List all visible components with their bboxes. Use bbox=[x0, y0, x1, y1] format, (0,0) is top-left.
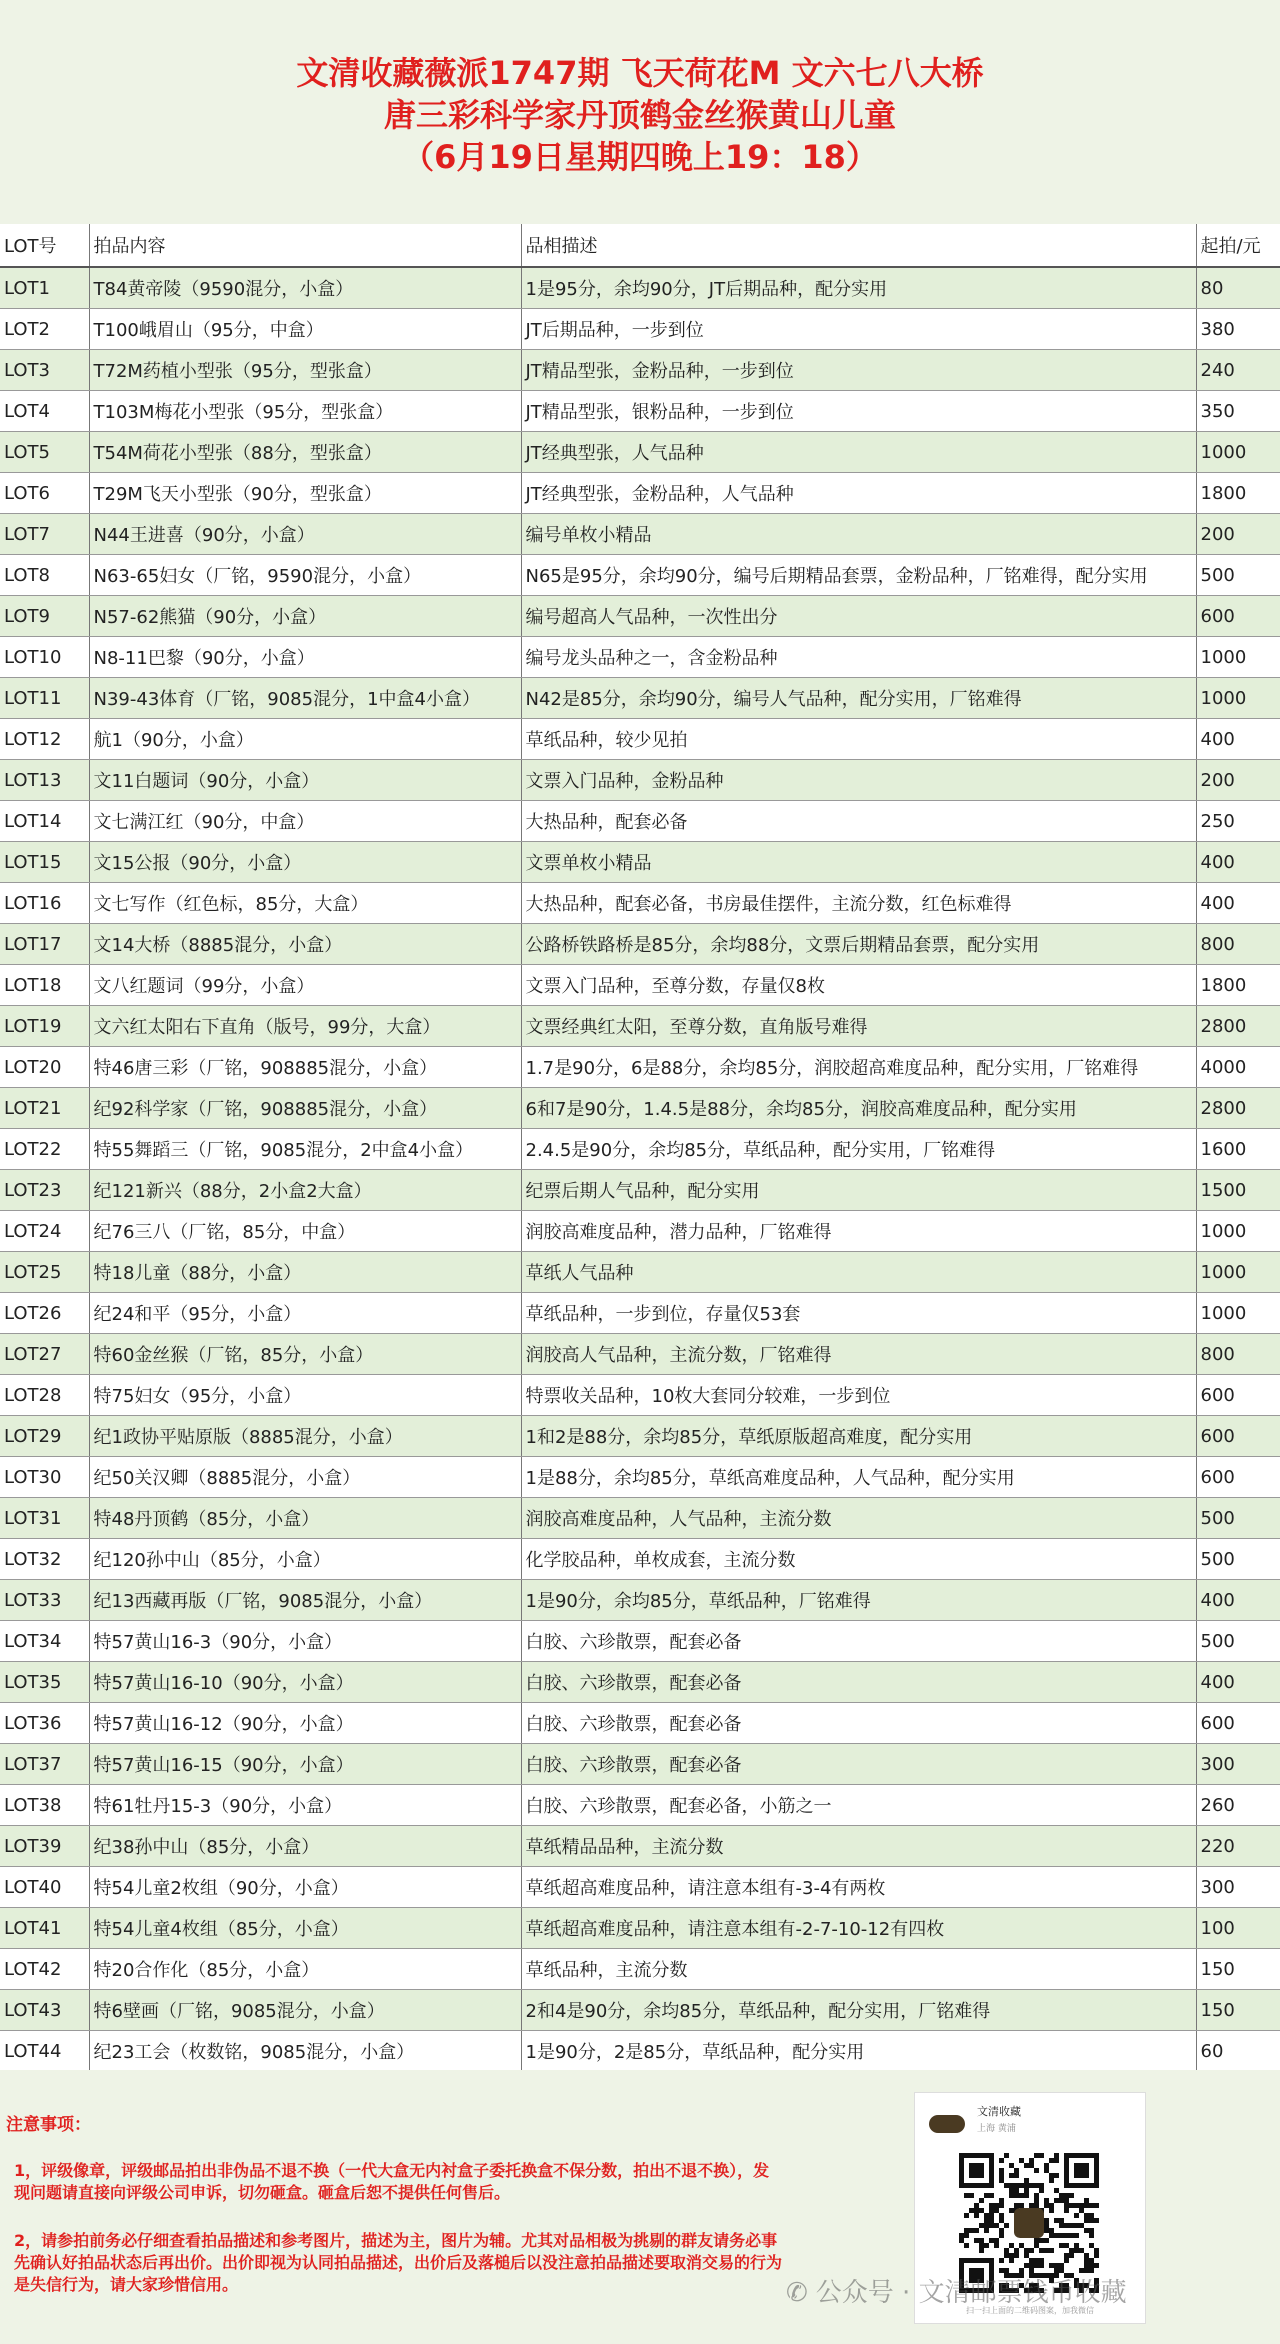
lot-item-cell: 纪24和平（95分，小盒） bbox=[89, 1293, 521, 1334]
lot-item-cell: 特46唐三彩（厂铭，908885混分，小盒） bbox=[89, 1047, 521, 1088]
table-row bbox=[0, 1088, 1280, 1129]
lot-item-cell: 特48丹顶鹤（85分，小盒） bbox=[89, 1498, 521, 1539]
table-row bbox=[0, 760, 1280, 801]
lot-number-cell: LOT42 bbox=[0, 1949, 89, 1990]
lot-number-cell: LOT28 bbox=[0, 1375, 89, 1416]
header-item: 拍品内容 bbox=[89, 224, 521, 267]
lot-item-cell: 纪121新兴（88分，2小盒2大盒） bbox=[89, 1170, 521, 1211]
lot-condition-cell: JT经典型张，人气品种 bbox=[521, 432, 1196, 473]
lot-item-cell: 纪23工会（枚数铭，9085混分，小盒） bbox=[89, 2031, 521, 2072]
lot-item-cell: T54M荷花小型张（88分，型张盒） bbox=[89, 432, 521, 473]
notice-paragraph-2: 2，请参拍前务必仔细查看拍品描述和参考图片，描述为主，图片为辅。尤其对品相极为挑剔的群友请务必事先确认好拍品状态后再出价。出价即视为认同拍品描述，出价后及落槌后以没注意拍品描述要取消交易的行为是失信行为，请大家珍惜信用。 bbox=[14, 2231, 783, 2294]
lot-number-cell: LOT13 bbox=[0, 760, 89, 801]
table-row bbox=[0, 1375, 1280, 1416]
table-row bbox=[0, 1990, 1280, 2031]
table-row bbox=[0, 1539, 1280, 1580]
table-row bbox=[0, 801, 1280, 842]
lot-condition-cell: 草纸精品品种，主流分数 bbox=[521, 1826, 1196, 1867]
lot-condition-cell: 2和4是90分，余均85分，草纸品种，配分实用，厂铭难得 bbox=[521, 1990, 1196, 2031]
lot-number-cell: LOT8 bbox=[0, 555, 89, 596]
lot-price-cell: 600 bbox=[1196, 596, 1280, 637]
lot-number-cell: LOT16 bbox=[0, 883, 89, 924]
lot-number-cell: LOT4 bbox=[0, 391, 89, 432]
table-row bbox=[0, 350, 1280, 391]
lot-condition-cell: 1是88分，余均85分，草纸高难度品种，人气品种，配分实用 bbox=[521, 1457, 1196, 1498]
lot-condition-cell: 文票入门品种，至尊分数，存量仅8枚 bbox=[521, 965, 1196, 1006]
table-row bbox=[0, 267, 1280, 309]
lot-item-cell: 纪76三八（厂铭，85分，中盒） bbox=[89, 1211, 521, 1252]
lot-price-cell: 1000 bbox=[1196, 1293, 1280, 1334]
lot-condition-cell: 文票入门品种，金粉品种 bbox=[521, 760, 1196, 801]
lot-condition-cell: JT后期品种，一步到位 bbox=[521, 309, 1196, 350]
lot-condition-cell: 6和7是90分，1.4.5是88分，余均85分，润胶高难度品种，配分实用 bbox=[521, 1088, 1196, 1129]
lot-number-cell: LOT34 bbox=[0, 1621, 89, 1662]
table-row bbox=[0, 1826, 1280, 1867]
lot-condition-cell: 大热品种，配套必备 bbox=[521, 801, 1196, 842]
lot-number-cell: LOT22 bbox=[0, 1129, 89, 1170]
table-row bbox=[0, 1129, 1280, 1170]
lot-price-cell: 220 bbox=[1196, 1826, 1280, 1867]
table-row bbox=[0, 2031, 1280, 2072]
lot-price-cell: 800 bbox=[1196, 924, 1280, 965]
lot-item-cell: 航1（90分，小盒） bbox=[89, 719, 521, 760]
auction-header bbox=[0, 0, 1280, 224]
lot-condition-cell: JT经典型张，金粉品种，人气品种 bbox=[521, 473, 1196, 514]
lot-price-cell: 600 bbox=[1196, 1375, 1280, 1416]
header-title-line1: 文清收藏薇派1747期 飞天荷花M 文六七八大桥 bbox=[296, 54, 984, 92]
lot-price-cell: 600 bbox=[1196, 1703, 1280, 1744]
lot-number-cell: LOT43 bbox=[0, 1990, 89, 2031]
lot-item-cell: 文七写作（红色标，85分，大盒） bbox=[89, 883, 521, 924]
lot-item-cell: 特55舞蹈三（厂铭，9085混分，2中盒4小盒） bbox=[89, 1129, 521, 1170]
lot-condition-cell: 润胶高难度品种，人气品种，主流分数 bbox=[521, 1498, 1196, 1539]
lot-condition-cell: 1是90分，余均85分，草纸品种，厂铭难得 bbox=[521, 1580, 1196, 1621]
lot-number-cell: LOT19 bbox=[0, 1006, 89, 1047]
lot-number-cell: LOT11 bbox=[0, 678, 89, 719]
lot-number-cell: LOT26 bbox=[0, 1293, 89, 1334]
lot-number-cell: LOT41 bbox=[0, 1908, 89, 1949]
lot-item-cell: 特75妇女（95分，小盒） bbox=[89, 1375, 521, 1416]
lot-condition-cell: 润胶高人气品种，主流分数，厂铭难得 bbox=[521, 1334, 1196, 1375]
lot-item-cell: 纪120孙中山（85分，小盒） bbox=[89, 1539, 521, 1580]
lot-item-cell: 纪1政协平贴原版（8885混分，小盒） bbox=[89, 1416, 521, 1457]
lot-price-cell: 240 bbox=[1196, 350, 1280, 391]
lot-price-cell: 600 bbox=[1196, 1416, 1280, 1457]
header-condition: 品相描述 bbox=[521, 224, 1196, 267]
lot-price-cell: 2800 bbox=[1196, 1006, 1280, 1047]
table-row bbox=[0, 924, 1280, 965]
table-row bbox=[0, 1580, 1280, 1621]
lot-price-cell: 1000 bbox=[1196, 637, 1280, 678]
lot-number-cell: LOT7 bbox=[0, 514, 89, 555]
lot-item-cell: N63-65妇女（厂铭，9590混分，小盒） bbox=[89, 555, 521, 596]
lot-item-cell: 特57黄山16-3（90分，小盒） bbox=[89, 1621, 521, 1662]
lot-number-cell: LOT40 bbox=[0, 1867, 89, 1908]
lot-item-cell: 特18儿童（88分，小盒） bbox=[89, 1252, 521, 1293]
header-title-line3: （6月19日星期四晚上19：18） bbox=[402, 138, 878, 176]
shop-logo bbox=[929, 2115, 965, 2133]
table-row bbox=[0, 391, 1280, 432]
notice-title: 注意事项： bbox=[6, 2115, 91, 2135]
lot-number-cell: LOT36 bbox=[0, 1703, 89, 1744]
lot-item-cell: 特60金丝猴（厂铭，85分，小盒） bbox=[89, 1334, 521, 1375]
lot-condition-cell: 纪票后期人气品种，配分实用 bbox=[521, 1170, 1196, 1211]
watermark bbox=[786, 2272, 1127, 2309]
header-lot-no: LOT号 bbox=[0, 224, 89, 267]
lot-item-cell: N57-62熊猫（90分，小盒） bbox=[89, 596, 521, 637]
lot-item-cell: N8-11巴黎（90分，小盒） bbox=[89, 637, 521, 678]
lot-number-cell: LOT29 bbox=[0, 1416, 89, 1457]
lot-number-cell: LOT9 bbox=[0, 596, 89, 637]
lot-condition-cell: 化学胶品种，单枚成套，主流分数 bbox=[521, 1539, 1196, 1580]
table-row bbox=[0, 1252, 1280, 1293]
lot-price-cell: 1800 bbox=[1196, 965, 1280, 1006]
lot-price-cell: 1000 bbox=[1196, 678, 1280, 719]
lot-number-cell: LOT24 bbox=[0, 1211, 89, 1252]
lot-condition-cell: 编号龙头品种之一，含金粉品种 bbox=[521, 637, 1196, 678]
lot-number-cell: LOT12 bbox=[0, 719, 89, 760]
lot-price-cell: 60 bbox=[1196, 2031, 1280, 2072]
lot-item-cell: 特54儿童2枚组（90分，小盒） bbox=[89, 1867, 521, 1908]
table-row bbox=[0, 1703, 1280, 1744]
lot-item-cell: 纪92科学家（厂铭，908885混分，小盒） bbox=[89, 1088, 521, 1129]
lot-item-cell: 文八红题词（99分，小盒） bbox=[89, 965, 521, 1006]
lot-item-cell: 特54儿童4枚组（85分，小盒） bbox=[89, 1908, 521, 1949]
lot-item-cell: T29M飞天小型张（90分，型张盒） bbox=[89, 473, 521, 514]
wechat-icon: ✆ bbox=[786, 2278, 808, 2308]
lot-item-cell: 文11白题词（90分，小盒） bbox=[89, 760, 521, 801]
lot-item-cell: N44王进喜（90分，小盒） bbox=[89, 514, 521, 555]
lot-number-cell: LOT2 bbox=[0, 309, 89, 350]
lot-price-cell: 2800 bbox=[1196, 1088, 1280, 1129]
lot-price-cell: 400 bbox=[1196, 842, 1280, 883]
lot-number-cell: LOT25 bbox=[0, 1252, 89, 1293]
lot-condition-cell: 特票收关品种，10枚大套同分较难，一步到位 bbox=[521, 1375, 1196, 1416]
lot-number-cell: LOT38 bbox=[0, 1785, 89, 1826]
lot-table bbox=[0, 224, 1280, 2072]
lot-price-cell: 150 bbox=[1196, 1990, 1280, 2031]
lot-item-cell: 特6壁画（厂铭，9085混分，小盒） bbox=[89, 1990, 521, 2031]
lot-item-cell: T103M梅花小型张（95分，型张盒） bbox=[89, 391, 521, 432]
lot-item-cell: 特57黄山16-15（90分，小盒） bbox=[89, 1744, 521, 1785]
lot-condition-cell: 草纸品种，较少见拍 bbox=[521, 719, 1196, 760]
table-row bbox=[0, 1170, 1280, 1211]
lot-item-cell: 特57黄山16-12（90分，小盒） bbox=[89, 1703, 521, 1744]
lot-condition-cell: 草纸品种，一步到位，存量仅53套 bbox=[521, 1293, 1196, 1334]
lot-number-cell: LOT23 bbox=[0, 1170, 89, 1211]
lot-number-cell: LOT21 bbox=[0, 1088, 89, 1129]
table-row bbox=[0, 1744, 1280, 1785]
lot-item-cell: 纪13西藏再版（厂铭，9085混分，小盒） bbox=[89, 1580, 521, 1621]
lot-item-cell: T100峨眉山（95分，中盒） bbox=[89, 309, 521, 350]
lot-condition-cell: 草纸品种，主流分数 bbox=[521, 1949, 1196, 1990]
lot-price-cell: 1500 bbox=[1196, 1170, 1280, 1211]
lot-condition-cell: JT精品型张，金粉品种，一步到位 bbox=[521, 350, 1196, 391]
lot-price-cell: 500 bbox=[1196, 1498, 1280, 1539]
table-row bbox=[0, 1785, 1280, 1826]
lot-condition-cell: 白胶、六珍散票，配套必备 bbox=[521, 1703, 1196, 1744]
table-row bbox=[0, 1006, 1280, 1047]
lot-item-cell: 特20合作化（85分，小盒） bbox=[89, 1949, 521, 1990]
qr-account-name: 文清收藏 bbox=[977, 2105, 1021, 2118]
lot-number-cell: LOT5 bbox=[0, 432, 89, 473]
lot-price-cell: 200 bbox=[1196, 760, 1280, 801]
lot-number-cell: LOT17 bbox=[0, 924, 89, 965]
lot-item-cell: 特57黄山16-10（90分，小盒） bbox=[89, 1662, 521, 1703]
lot-number-cell: LOT6 bbox=[0, 473, 89, 514]
lot-condition-cell: 文票单枚小精品 bbox=[521, 842, 1196, 883]
lot-price-cell: 1800 bbox=[1196, 473, 1280, 514]
lot-condition-cell: 草纸人气品种 bbox=[521, 1252, 1196, 1293]
table-row bbox=[0, 1416, 1280, 1457]
lot-condition-cell: 白胶、六珍散票，配套必备 bbox=[521, 1744, 1196, 1785]
table-row bbox=[0, 1621, 1280, 1662]
lot-number-cell: LOT30 bbox=[0, 1457, 89, 1498]
lot-price-cell: 400 bbox=[1196, 1662, 1280, 1703]
table-row bbox=[0, 678, 1280, 719]
lot-item-cell: 特61牡丹15-3（90分，小盒） bbox=[89, 1785, 521, 1826]
lot-price-cell: 350 bbox=[1196, 391, 1280, 432]
lot-condition-cell: 2.4.5是90分，余均85分，草纸品种，配分实用，厂铭难得 bbox=[521, 1129, 1196, 1170]
lot-price-cell: 200 bbox=[1196, 514, 1280, 555]
lot-price-cell: 500 bbox=[1196, 555, 1280, 596]
lot-price-cell: 500 bbox=[1196, 1621, 1280, 1662]
lot-price-cell: 100 bbox=[1196, 1908, 1280, 1949]
lot-condition-cell: 白胶、六珍散票，配套必备 bbox=[521, 1662, 1196, 1703]
lot-condition-cell: 1和2是88分，余均85分，草纸原版超高难度，配分实用 bbox=[521, 1416, 1196, 1457]
table-row bbox=[0, 965, 1280, 1006]
table-row bbox=[0, 1047, 1280, 1088]
table-row bbox=[0, 596, 1280, 637]
lot-price-cell: 400 bbox=[1196, 719, 1280, 760]
lot-number-cell: LOT27 bbox=[0, 1334, 89, 1375]
table-row bbox=[0, 637, 1280, 678]
table-row bbox=[0, 1498, 1280, 1539]
lot-condition-cell: N42是85分，余均90分，编号人气品种，配分实用，厂铭难得 bbox=[521, 678, 1196, 719]
table-header-row bbox=[0, 224, 1280, 267]
lot-price-cell: 150 bbox=[1196, 1949, 1280, 1990]
lot-item-cell: 纪38孙中山（85分，小盒） bbox=[89, 1826, 521, 1867]
lot-condition-cell: 1是90分，2是85分，草纸品种，配分实用 bbox=[521, 2031, 1196, 2072]
lot-price-cell: 400 bbox=[1196, 1580, 1280, 1621]
lot-price-cell: 300 bbox=[1196, 1744, 1280, 1785]
lot-item-cell: T84黄帝陵（9590混分，小盒） bbox=[89, 267, 521, 309]
notice-paragraph-1: 1，评级像章，评级邮品拍出非伪品不退不换（一代大盒无内衬盒子委托换盒不保分数，拍出不退不换），发现问题请直接向评级公司申诉，切勿砸盒。砸盒后恕不提供任何售后。 bbox=[14, 2161, 770, 2202]
table-row bbox=[0, 1457, 1280, 1498]
lot-condition-cell: 白胶、六珍散票，配套必备 bbox=[521, 1621, 1196, 1662]
lot-price-cell: 1000 bbox=[1196, 1252, 1280, 1293]
lot-price-cell: 400 bbox=[1196, 883, 1280, 924]
table-row bbox=[0, 1949, 1280, 1990]
lot-price-cell: 260 bbox=[1196, 1785, 1280, 1826]
lot-condition-cell: JT精品型张，银粉品种，一步到位 bbox=[521, 391, 1196, 432]
lot-price-cell: 1600 bbox=[1196, 1129, 1280, 1170]
table-row bbox=[0, 1211, 1280, 1252]
table-row bbox=[0, 432, 1280, 473]
lot-condition-cell: 草纸超高难度品种，请注意本组有-3-4有两枚 bbox=[521, 1867, 1196, 1908]
lot-item-cell: 文15公报（90分，小盒） bbox=[89, 842, 521, 883]
lot-price-cell: 800 bbox=[1196, 1334, 1280, 1375]
lot-price-cell: 80 bbox=[1196, 267, 1280, 309]
lot-condition-cell: 草纸超高难度品种，请注意本组有-2-7-10-12有四枚 bbox=[521, 1908, 1196, 1949]
lot-condition-cell: 大热品种，配套必备，书房最佳摆件，主流分数，红色标难得 bbox=[521, 883, 1196, 924]
lot-item-cell: 文七满江红（90分，中盒） bbox=[89, 801, 521, 842]
lot-item-cell: 文六红太阳右下直角（版号，99分，大盒） bbox=[89, 1006, 521, 1047]
qr-account-location: 上海 黄浦 bbox=[977, 2124, 1016, 2134]
lot-price-cell: 300 bbox=[1196, 1867, 1280, 1908]
lot-number-cell: LOT35 bbox=[0, 1662, 89, 1703]
lot-price-cell: 1000 bbox=[1196, 432, 1280, 473]
lot-price-cell: 600 bbox=[1196, 1457, 1280, 1498]
lot-price-cell: 1000 bbox=[1196, 1211, 1280, 1252]
header-start-price: 起拍/元 bbox=[1196, 224, 1280, 267]
lot-condition-cell: 白胶、六珍散票，配套必备，小筋之一 bbox=[521, 1785, 1196, 1826]
table-row bbox=[0, 883, 1280, 924]
lot-number-cell: LOT10 bbox=[0, 637, 89, 678]
lot-number-cell: LOT31 bbox=[0, 1498, 89, 1539]
lot-number-cell: LOT14 bbox=[0, 801, 89, 842]
lot-price-cell: 4000 bbox=[1196, 1047, 1280, 1088]
table-row bbox=[0, 555, 1280, 596]
lot-condition-cell: 1.7是90分，6是88分，余均85分，润胶超高难度品种，配分实用，厂铭难得 bbox=[521, 1047, 1196, 1088]
table-row bbox=[0, 514, 1280, 555]
table-row bbox=[0, 309, 1280, 350]
lot-number-cell: LOT39 bbox=[0, 1826, 89, 1867]
lot-table-body bbox=[0, 267, 1280, 2072]
table-row bbox=[0, 842, 1280, 883]
lot-item-cell: N39-43体育（厂铭，9085混分，1中盒4小盒） bbox=[89, 678, 521, 719]
table-row bbox=[0, 1662, 1280, 1703]
lot-number-cell: LOT20 bbox=[0, 1047, 89, 1088]
lot-number-cell: LOT1 bbox=[0, 267, 89, 309]
lot-number-cell: LOT33 bbox=[0, 1580, 89, 1621]
lot-number-cell: LOT18 bbox=[0, 965, 89, 1006]
lot-condition-cell: N65是95分，余均90分，编号后期精品套票，金粉品种，厂铭难得，配分实用 bbox=[521, 555, 1196, 596]
table-row bbox=[0, 1908, 1280, 1949]
lot-condition-cell: 编号单枚小精品 bbox=[521, 514, 1196, 555]
header-title-line2: 唐三彩科学家丹顶鹤金丝猴黄山儿童 bbox=[383, 96, 896, 134]
lot-number-cell: LOT32 bbox=[0, 1539, 89, 1580]
lot-price-cell: 250 bbox=[1196, 801, 1280, 842]
lot-condition-cell: 编号超高人气品种，一次性出分 bbox=[521, 596, 1196, 637]
lot-number-cell: LOT44 bbox=[0, 2031, 89, 2072]
lot-item-cell: T72M药植小型张（95分，型张盒） bbox=[89, 350, 521, 391]
table-row bbox=[0, 1293, 1280, 1334]
lot-price-cell: 500 bbox=[1196, 1539, 1280, 1580]
qr-footer-text: 扫一扫上面的二维码图案，加我微信 bbox=[966, 2306, 1094, 2315]
lot-number-cell: LOT3 bbox=[0, 350, 89, 391]
lot-condition-cell: 文票经典红太阳，至尊分数，直角版号难得 bbox=[521, 1006, 1196, 1047]
lot-number-cell: LOT15 bbox=[0, 842, 89, 883]
lot-condition-cell: 公路桥铁路桥是85分，余均88分，文票后期精品套票，配分实用 bbox=[521, 924, 1196, 965]
table-row bbox=[0, 1334, 1280, 1375]
lot-number-cell: LOT37 bbox=[0, 1744, 89, 1785]
table-row bbox=[0, 719, 1280, 760]
watermark-text: 公众号 · 文清邮票钱币收藏 bbox=[815, 2278, 1127, 2308]
lot-item-cell: 纪50关汉卿（8885混分，小盒） bbox=[89, 1457, 521, 1498]
lot-condition-cell: 1是95分，余均90分，JT后期品种，配分实用 bbox=[521, 267, 1196, 309]
table-row bbox=[0, 473, 1280, 514]
lot-price-cell: 380 bbox=[1196, 309, 1280, 350]
table-row bbox=[0, 1867, 1280, 1908]
lot-condition-cell: 润胶高难度品种，潜力品种，厂铭难得 bbox=[521, 1211, 1196, 1252]
lot-item-cell: 文14大桥（8885混分，小盒） bbox=[89, 924, 521, 965]
